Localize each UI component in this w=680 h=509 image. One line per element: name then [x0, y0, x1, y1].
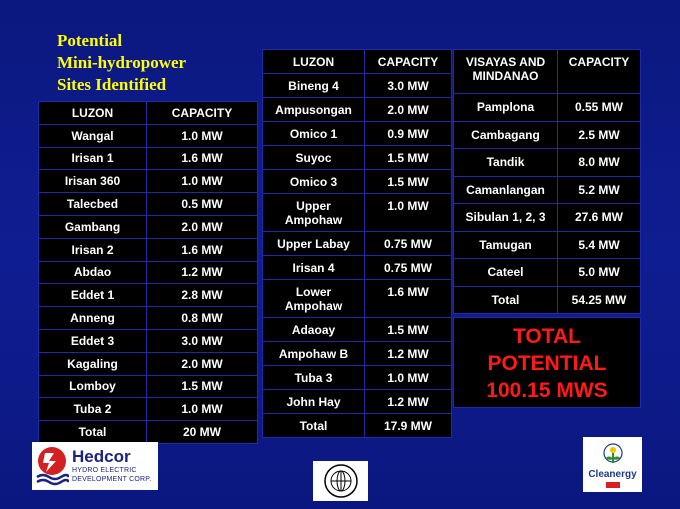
- capacity-cell: 3.0 MW: [147, 329, 258, 352]
- site-name-cell: Wangal: [39, 124, 147, 147]
- site-name-cell: Upper Ampohaw: [263, 194, 365, 232]
- capacity-cell: 5.0 MW: [558, 259, 641, 287]
- site-name-cell: John Hay: [263, 390, 365, 414]
- capacity-cell: 1.0 MW: [147, 170, 258, 193]
- site-name-cell: Tuba 3: [263, 366, 365, 390]
- capacity-cell: 2.5 MW: [558, 121, 641, 149]
- site-name-cell: Tamugan: [454, 231, 558, 259]
- site-name-cell: Lomboy: [39, 375, 147, 398]
- site-name-cell: Ampohaw B: [263, 342, 365, 366]
- capacity-cell: 0.9 MW: [365, 122, 452, 146]
- capacity-cell: 1.6 MW: [147, 147, 258, 170]
- table-header-row: [39, 102, 258, 125]
- table-row: [39, 375, 258, 398]
- table-row: [454, 204, 641, 232]
- capacity-cell: 2.8 MW: [147, 284, 258, 307]
- table-row: [454, 94, 641, 122]
- table-row: [263, 256, 452, 280]
- certification-globe-icon: [319, 463, 363, 499]
- capacity-cell: 5.2 MW: [558, 176, 641, 204]
- table-row: [39, 329, 258, 352]
- site-name-cell: Eddet 3: [39, 329, 147, 352]
- table-row: [263, 280, 452, 318]
- capacity-cell: 0.75 MW: [365, 256, 452, 280]
- table-row: [454, 121, 641, 149]
- capacity-cell: 8.0 MW: [558, 149, 641, 177]
- site-name-cell: Upper Labay: [263, 232, 365, 256]
- capacity-cell: 1.2 MW: [147, 261, 258, 284]
- luzon-table-1: [38, 101, 258, 444]
- site-name-cell: Irisan 4: [263, 256, 365, 280]
- capacity-cell: 1.5 MW: [365, 318, 452, 342]
- site-name-cell: Kagaling: [39, 352, 147, 375]
- table-row: [39, 352, 258, 375]
- cleanergy-tag: [606, 482, 620, 488]
- hedcor-sub-1: HYDRO ELECTRIC: [72, 467, 137, 474]
- capacity-cell: 1.5 MW: [365, 170, 452, 194]
- hedcor-sub-2: DEVELOPMENT CORP.: [72, 476, 152, 483]
- total-row: [39, 421, 258, 444]
- capacity-cell: 1.2 MW: [365, 342, 452, 366]
- table-header-row: [454, 50, 641, 94]
- title-line-2: Mini-hydropower: [57, 53, 187, 72]
- capacity-cell: 54.25 MW: [558, 286, 641, 314]
- column-header-site: VISAYAS AND MINDANAO: [454, 50, 558, 94]
- table-row: [263, 390, 452, 414]
- certification-logo: [313, 461, 368, 501]
- capacity-cell: 1.0 MW: [365, 366, 452, 390]
- site-name-cell: Camanlangan: [454, 176, 558, 204]
- table-row: [263, 194, 452, 232]
- site-name-cell: Abdao: [39, 261, 147, 284]
- table-row: [39, 193, 258, 216]
- table-row: [263, 74, 452, 98]
- site-name-cell: Total: [39, 421, 147, 444]
- capacity-cell: 1.5 MW: [147, 375, 258, 398]
- site-name-cell: Lower Ampohaw: [263, 280, 365, 318]
- table-row: [263, 318, 452, 342]
- table-row: [263, 342, 452, 366]
- capacity-cell: 1.5 MW: [365, 146, 452, 170]
- visayas-mindanao-table: [453, 49, 641, 314]
- capacity-cell: 1.2 MW: [365, 390, 452, 414]
- total-potential-box: [453, 317, 641, 408]
- site-name-cell: Cambagang: [454, 121, 558, 149]
- capacity-cell: 1.6 MW: [147, 238, 258, 261]
- site-name-cell: Talecbed: [39, 193, 147, 216]
- site-name-cell: Irisan 360: [39, 170, 147, 193]
- total-row: [263, 414, 452, 438]
- capacity-cell: 2.0 MW: [147, 352, 258, 375]
- table-row: [39, 170, 258, 193]
- hedcor-mark-icon: [35, 445, 69, 487]
- column-header-site: LUZON: [263, 50, 365, 74]
- table-row: [39, 398, 258, 421]
- hedcor-brand: Hedcor: [72, 447, 131, 466]
- table-row: [454, 231, 641, 259]
- cleanergy-flower-icon: [598, 442, 628, 468]
- capacity-cell: 17.9 MW: [365, 414, 452, 438]
- capacity-cell: 0.55 MW: [558, 94, 641, 122]
- capacity-cell: 1.0 MW: [147, 124, 258, 147]
- total-line-3: 100.15 MWS: [486, 379, 608, 402]
- table-row: [39, 261, 258, 284]
- site-name-cell: Total: [263, 414, 365, 438]
- site-name-cell: Gambang: [39, 215, 147, 238]
- capacity-cell: 27.6 MW: [558, 204, 641, 232]
- site-name-cell: Omico 1: [263, 122, 365, 146]
- site-name-cell: Sibulan 1, 2, 3: [454, 204, 558, 232]
- site-name-cell: Eddet 1: [39, 284, 147, 307]
- cleanergy-word: Cleanergy: [588, 468, 637, 480]
- total-row: [454, 286, 641, 314]
- table-row: [263, 366, 452, 390]
- total-line-2: POTENTIAL: [487, 352, 607, 375]
- site-name-cell: Total: [454, 286, 558, 314]
- site-name-cell: Irisan 2: [39, 238, 147, 261]
- column-header-capacity: CAPACITY: [365, 50, 452, 74]
- table-row: [39, 307, 258, 330]
- table-row: [454, 149, 641, 177]
- capacity-cell: 20 MW: [147, 421, 258, 444]
- title-line-3: Sites Identified: [57, 75, 167, 94]
- site-name-cell: Omico 3: [263, 170, 365, 194]
- capacity-cell: 2.0 MW: [365, 98, 452, 122]
- title-line-1: Potential: [57, 31, 123, 50]
- site-name-cell: Anneng: [39, 307, 147, 330]
- site-name-cell: Irisan 1: [39, 147, 147, 170]
- table-row: [263, 170, 452, 194]
- capacity-cell: 0.5 MW: [147, 193, 258, 216]
- site-name-cell: Bineng 4: [263, 74, 365, 98]
- table-row: [39, 147, 258, 170]
- capacity-cell: 2.0 MW: [147, 215, 258, 238]
- column-header-capacity: CAPACITY: [558, 50, 641, 94]
- capacity-cell: 0.75 MW: [365, 232, 452, 256]
- table-row: [39, 215, 258, 238]
- capacity-cell: 0.8 MW: [147, 307, 258, 330]
- slide-title: [57, 30, 186, 96]
- site-name-cell: Tuba 2: [39, 398, 147, 421]
- site-name-cell: Pamplona: [454, 94, 558, 122]
- site-name-cell: Cateel: [454, 259, 558, 287]
- table-row: [263, 98, 452, 122]
- table-header-row: [263, 50, 452, 74]
- table-row: [454, 176, 641, 204]
- table-row: [263, 122, 452, 146]
- capacity-cell: 1.6 MW: [365, 280, 452, 318]
- column-header-site: LUZON: [39, 102, 147, 125]
- site-name-cell: Adaoay: [263, 318, 365, 342]
- table-row: [263, 146, 452, 170]
- table-row: [39, 238, 258, 261]
- site-name-cell: Tandik: [454, 149, 558, 177]
- site-name-cell: Ampusongan: [263, 98, 365, 122]
- site-name-cell: Suyoc: [263, 146, 365, 170]
- capacity-cell: 5.4 MW: [558, 231, 641, 259]
- hedcor-logo: [32, 442, 158, 490]
- capacity-cell: 1.0 MW: [365, 194, 452, 232]
- total-line-1: TOTAL: [512, 325, 582, 348]
- luzon-table-2: [262, 49, 452, 438]
- table-row: [39, 124, 258, 147]
- table-row: [263, 232, 452, 256]
- table-row: [454, 259, 641, 287]
- capacity-cell: 3.0 MW: [365, 74, 452, 98]
- table-row: [39, 284, 258, 307]
- cleanergy-logo: [583, 437, 642, 492]
- capacity-cell: 1.0 MW: [147, 398, 258, 421]
- column-header-capacity: CAPACITY: [147, 102, 258, 125]
